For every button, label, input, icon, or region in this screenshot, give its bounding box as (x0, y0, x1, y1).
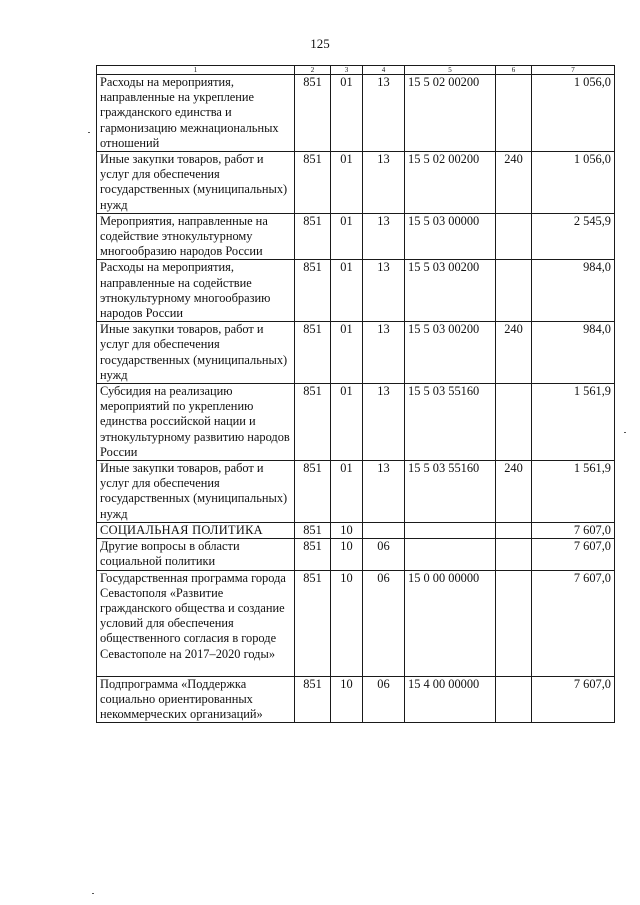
row-name: Мероприятия, направленные на содействие этнокультурному многообразию народов России (97, 213, 295, 260)
header-cell-4: 4 (363, 66, 405, 75)
budget-table (96, 65, 615, 723)
row-csr (405, 539, 496, 570)
header-cell-7: 7 (532, 66, 615, 75)
row-rz: 01 (331, 461, 363, 523)
row-rz: 01 (331, 152, 363, 214)
table-row (97, 461, 615, 523)
row-csr: 15 5 03 00000 (405, 213, 496, 260)
row-name: Иные закупки товаров, работ и услуг для обеспечения государственных (муниципальных) нужд (97, 461, 295, 523)
row-vr (496, 570, 532, 676)
row-pr: 13 (363, 461, 405, 523)
row-csr: 15 5 03 55160 (405, 461, 496, 523)
row-name: Расходы на мероприятия, направленные на укрепление гражданского единства и гармонизацию межнациональных отношений (97, 75, 295, 152)
row-pr: 13 (363, 75, 405, 152)
row-pr: 13 (363, 260, 405, 322)
header-cell-5: 5 (405, 66, 496, 75)
row-name: Иные закупки товаров, работ и услуг для обеспечения государственных (муниципальных) нужд (97, 322, 295, 384)
header-cell-1: 1 (97, 66, 295, 75)
table-row (97, 322, 615, 384)
row-pr: 06 (363, 676, 405, 723)
row-grbs: 851 (295, 213, 331, 260)
row-name: Иные закупки товаров, работ и услуг для обеспечения государственных (муниципальных) нужд (97, 152, 295, 214)
header-cell-2: 2 (295, 66, 331, 75)
row-name: Расходы на мероприятия, направленные на содействие этнокультурному многообразию народов России (97, 260, 295, 322)
row-rz: 01 (331, 384, 363, 461)
row-csr (405, 522, 496, 538)
row-name: Государственная программа города Севастополя «Развитие гражданского общества и создание условий для обеспечения общественного согласия в городе Севастополе на 2017–2020 годы» (97, 570, 295, 676)
row-csr: 15 5 02 00200 (405, 75, 496, 152)
row-vr (496, 213, 532, 260)
row-rz: 10 (331, 539, 363, 570)
row-pr: 06 (363, 570, 405, 676)
row-sum: 2 545,9 (532, 213, 615, 260)
row-csr: 15 5 03 00200 (405, 260, 496, 322)
row-pr: 06 (363, 539, 405, 570)
row-csr: 15 5 03 55160 (405, 384, 496, 461)
row-sum: 984,0 (532, 260, 615, 322)
row-vr: 240 (496, 322, 532, 384)
header-cell-6: 6 (496, 66, 532, 75)
row-sum: 1 561,9 (532, 384, 615, 461)
scan-speck (92, 893, 94, 894)
row-vr: 240 (496, 152, 532, 214)
row-pr: 13 (363, 152, 405, 214)
row-pr: 13 (363, 213, 405, 260)
row-pr: 13 (363, 384, 405, 461)
row-sum: 7 607,0 (532, 522, 615, 538)
scan-speck (88, 132, 90, 133)
table-row (97, 384, 615, 461)
row-sum: 1 561,9 (532, 461, 615, 523)
row-name: Другие вопросы в области социальной политики (97, 539, 295, 570)
table-row (97, 260, 615, 322)
row-sum: 7 607,0 (532, 676, 615, 723)
row-grbs: 851 (295, 322, 331, 384)
row-vr (496, 539, 532, 570)
table-header-row (97, 66, 615, 75)
row-rz: 01 (331, 213, 363, 260)
row-csr: 15 4 00 00000 (405, 676, 496, 723)
table-row (97, 75, 615, 152)
row-rz: 01 (331, 75, 363, 152)
table-row (97, 570, 615, 676)
row-vr (496, 384, 532, 461)
page-number: 125 (310, 36, 330, 51)
row-csr: 15 0 00 00000 (405, 570, 496, 676)
row-rz: 01 (331, 260, 363, 322)
row-sum: 7 607,0 (532, 539, 615, 570)
row-sum: 1 056,0 (532, 152, 615, 214)
row-csr: 15 5 03 00200 (405, 322, 496, 384)
row-vr (496, 260, 532, 322)
row-grbs: 851 (295, 75, 331, 152)
row-rz: 01 (331, 322, 363, 384)
row-rz: 10 (331, 522, 363, 538)
scan-speck (624, 432, 626, 433)
row-grbs: 851 (295, 152, 331, 214)
row-pr (363, 522, 405, 538)
row-sum: 7 607,0 (532, 570, 615, 676)
row-rz: 10 (331, 570, 363, 676)
table-row (97, 522, 615, 538)
table-row (97, 152, 615, 214)
row-vr: 240 (496, 461, 532, 523)
table-row (97, 676, 615, 723)
table-row (97, 213, 615, 260)
row-name: СОЦИАЛЬНАЯ ПОЛИТИКА (97, 522, 295, 538)
row-grbs: 851 (295, 461, 331, 523)
row-vr (496, 75, 532, 152)
table-row (97, 539, 615, 570)
row-csr: 15 5 02 00200 (405, 152, 496, 214)
row-grbs: 851 (295, 260, 331, 322)
row-rz: 10 (331, 676, 363, 723)
header-cell-3: 3 (331, 66, 363, 75)
row-pr: 13 (363, 322, 405, 384)
row-name: Субсидия на реализацию мероприятий по укреплению единства российской нации и этнокультурному развитию народов России (97, 384, 295, 461)
row-grbs: 851 (295, 522, 331, 538)
row-name: Подпрограмма «Поддержка социально ориентированных некоммерческих организаций» (97, 676, 295, 723)
row-vr (496, 676, 532, 723)
row-sum: 1 056,0 (532, 75, 615, 152)
row-vr (496, 522, 532, 538)
row-sum: 984,0 (532, 322, 615, 384)
row-grbs: 851 (295, 539, 331, 570)
row-grbs: 851 (295, 384, 331, 461)
row-grbs: 851 (295, 570, 331, 676)
row-grbs: 851 (295, 676, 331, 723)
